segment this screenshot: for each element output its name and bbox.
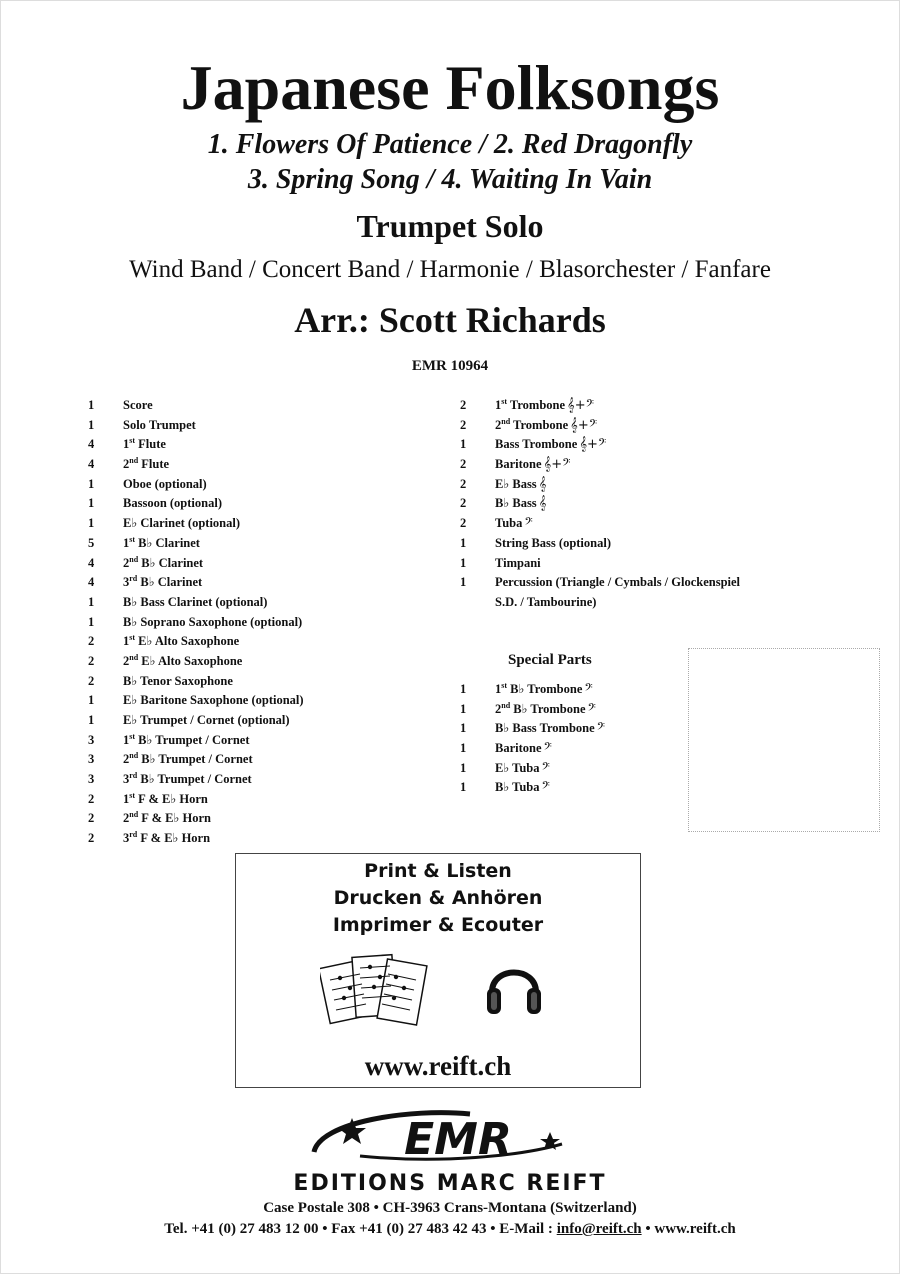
part-row bbox=[88, 750, 304, 770]
part-name: 2nd B♭ Clarinet bbox=[123, 554, 204, 570]
clef-icon: 𝄞+𝄢 bbox=[570, 417, 598, 433]
print-listen-box bbox=[235, 853, 641, 1088]
part-quantity bbox=[460, 593, 495, 613]
part-name: Baritone bbox=[495, 741, 542, 756]
part-name: Baritone bbox=[495, 457, 542, 472]
part-quantity: 5 bbox=[88, 535, 95, 550]
part-name: 3rd F & E♭ Horn bbox=[123, 829, 211, 846]
clef-icon: 𝄢 bbox=[524, 516, 533, 532]
headphones-icon bbox=[484, 952, 544, 1022]
part-name: 2nd B♭ Trumpet / Cornet bbox=[123, 751, 253, 767]
part-row bbox=[460, 514, 740, 534]
part-quantity: 1 bbox=[460, 780, 467, 795]
part-quantity: 2 bbox=[460, 457, 467, 472]
promo-line-3: Imprimer & Ecouter bbox=[332, 914, 544, 936]
part-quantity: 2 bbox=[460, 516, 467, 531]
promo-line-2: Drucken & Anhören bbox=[333, 887, 543, 909]
part-name: Timpani bbox=[495, 555, 541, 570]
part-name: E♭ Bass bbox=[495, 476, 537, 491]
part-row bbox=[88, 652, 304, 672]
part-row bbox=[88, 396, 304, 416]
part-row bbox=[88, 455, 304, 475]
part-row bbox=[460, 416, 740, 436]
part-row bbox=[88, 829, 304, 849]
part-quantity: 1 bbox=[88, 417, 95, 432]
part-quantity: 1 bbox=[460, 701, 467, 716]
part-quantity: 2 bbox=[88, 791, 95, 806]
part-row bbox=[88, 770, 304, 790]
part-quantity: 1 bbox=[460, 760, 467, 775]
part-row bbox=[460, 534, 740, 554]
emr-logo-text: EMR bbox=[404, 1114, 512, 1165]
publisher-contact bbox=[0, 1219, 900, 1239]
parts-list-right bbox=[460, 396, 740, 613]
part-name: B♭ Soprano Saxophone (optional) bbox=[123, 614, 303, 629]
dotted-placeholder-box bbox=[688, 648, 880, 832]
part-quantity: 2 bbox=[460, 476, 467, 491]
part-quantity: 1 bbox=[460, 575, 467, 590]
part-name: 3rd B♭ Clarinet bbox=[123, 574, 203, 590]
part-name: 1st B♭ Trombone bbox=[495, 680, 583, 696]
sheet-music-icon bbox=[320, 950, 428, 1032]
part-row bbox=[88, 790, 304, 810]
clef-icon: 𝄢 bbox=[584, 682, 593, 697]
part-quantity: 3 bbox=[88, 752, 95, 767]
promo-website[interactable]: www.reift.ch bbox=[364, 1051, 512, 1081]
part-name: 2nd B♭ Trombone bbox=[495, 700, 586, 716]
part-quantity: 3 bbox=[88, 772, 95, 787]
part-quantity: 1 bbox=[88, 476, 95, 491]
part-row bbox=[460, 719, 605, 739]
part-quantity: 1 bbox=[460, 437, 467, 452]
part-row bbox=[88, 554, 304, 574]
part-quantity: 4 bbox=[88, 457, 95, 472]
contact-website: • www.reift.ch bbox=[641, 1221, 736, 1237]
part-quantity: 2 bbox=[88, 634, 95, 649]
part-row bbox=[88, 632, 304, 652]
part-name: String Bass (optional) bbox=[495, 535, 611, 550]
part-name: Oboe (optional) bbox=[123, 476, 207, 491]
part-row bbox=[88, 435, 304, 455]
part-name: E♭ Tuba bbox=[495, 760, 540, 775]
part-row bbox=[88, 416, 304, 436]
part-row bbox=[88, 514, 304, 534]
part-quantity: 1 bbox=[460, 721, 467, 736]
part-quantity: 1 bbox=[460, 535, 467, 550]
part-quantity: 2 bbox=[88, 673, 95, 688]
part-name: Solo Trumpet bbox=[123, 417, 196, 432]
part-row bbox=[88, 593, 304, 613]
part-row bbox=[460, 680, 605, 700]
part-name: B♭ Tuba bbox=[495, 780, 540, 795]
subtitle-line-1: 1. Flowers Of Patience / 2. Red Dragonfly bbox=[207, 129, 693, 160]
special-parts-list bbox=[460, 680, 605, 798]
part-name: B♭ Bass Trombone bbox=[495, 721, 595, 736]
clef-icon: 𝄞+𝄢 bbox=[543, 457, 571, 473]
publisher-address: Case Postale 308 • CH-3963 Crans-Montana (Switzerland) bbox=[263, 1200, 637, 1216]
part-name: B♭ Bass Clarinet (optional) bbox=[123, 594, 268, 609]
part-name: S.D. / Tambourine) bbox=[495, 594, 597, 609]
part-row bbox=[88, 613, 304, 633]
part-name: 1st E♭ Alto Saxophone bbox=[123, 633, 240, 649]
part-name: B♭ Tenor Saxophone bbox=[123, 673, 233, 688]
email-link[interactable]: info@reift.ch bbox=[556, 1221, 642, 1237]
part-quantity: 1 bbox=[88, 516, 95, 531]
part-row bbox=[88, 809, 304, 829]
part-name: E♭ Trumpet / Cornet (optional) bbox=[123, 713, 290, 727]
special-parts-title: Special Parts bbox=[508, 652, 592, 668]
part-quantity: 4 bbox=[88, 575, 95, 590]
part-row bbox=[460, 739, 605, 759]
promo-line-1: Print & Listen bbox=[364, 860, 512, 882]
part-name: Percussion (Triangle / Cymbals / Glockenspiel bbox=[495, 575, 741, 590]
part-name: Tuba bbox=[495, 516, 523, 531]
part-row bbox=[88, 672, 304, 692]
part-row bbox=[88, 691, 304, 711]
part-quantity: 4 bbox=[88, 437, 95, 452]
contact-phone-fax: Tel. +41 (0) 27 483 12 00 • Fax +41 (0) 27 483 42 43 • E-Mail : bbox=[164, 1221, 557, 1237]
part-row bbox=[88, 711, 304, 731]
part-row bbox=[88, 494, 304, 514]
part-name: 2nd F & E♭ Horn bbox=[123, 810, 211, 826]
part-row bbox=[460, 778, 605, 798]
clef-icon: 𝄢 bbox=[543, 741, 552, 757]
part-row bbox=[88, 475, 304, 495]
ensemble-types: Wind Band / Concert Band / Harmonie / Blasorchester / Fanfare bbox=[129, 256, 771, 283]
parts-list-left bbox=[88, 396, 304, 849]
part-name: 1st B♭ Trumpet / Cornet bbox=[123, 731, 250, 747]
part-quantity: 2 bbox=[460, 398, 467, 412]
part-name: 3rd B♭ Trumpet / Cornet bbox=[123, 770, 252, 787]
arranger: Arr.: Scott Richards bbox=[294, 300, 606, 340]
part-name: Bass Trombone bbox=[495, 437, 578, 452]
clef-icon: 𝄢 bbox=[587, 701, 596, 717]
part-quantity: 2 bbox=[88, 831, 95, 846]
clef-icon: 𝄞 bbox=[538, 496, 547, 512]
clef-icon: 𝄢 bbox=[541, 760, 550, 776]
part-row bbox=[88, 731, 304, 751]
part-name: E♭ Baritone Saxophone (optional) bbox=[123, 693, 304, 708]
part-name: E♭ Clarinet (optional) bbox=[123, 516, 241, 531]
part-row bbox=[460, 700, 605, 720]
part-row bbox=[460, 494, 740, 514]
clef-icon: 𝄞 bbox=[538, 476, 547, 492]
part-quantity: 1 bbox=[88, 594, 95, 609]
part-quantity: 2 bbox=[88, 653, 95, 668]
part-row bbox=[460, 573, 740, 593]
publisher-name: EDITIONS MARC REIFT bbox=[293, 1171, 607, 1196]
part-name: B♭ Bass bbox=[495, 496, 537, 511]
part-row bbox=[460, 475, 740, 495]
catalog-number: EMR 10964 bbox=[411, 358, 489, 374]
part-row bbox=[88, 534, 304, 554]
part-quantity: 1 bbox=[88, 496, 95, 511]
page-title: Japanese Folksongs bbox=[180, 52, 720, 123]
part-name: 2nd Trombone bbox=[495, 416, 569, 432]
part-name: 2nd E♭ Alto Saxophone bbox=[123, 652, 243, 668]
part-quantity: 1 bbox=[88, 614, 95, 629]
part-name: 2nd Flute bbox=[123, 455, 170, 472]
part-row bbox=[460, 455, 740, 475]
subtitle-line-2: 3. Spring Song / 4. Waiting In Vain bbox=[247, 164, 653, 195]
part-row bbox=[460, 759, 605, 779]
part-name: 1st Flute bbox=[123, 436, 166, 452]
clef-icon: 𝄢 bbox=[596, 721, 606, 737]
part-quantity: 2 bbox=[88, 811, 95, 826]
part-quantity: 1 bbox=[88, 713, 95, 727]
part-name: Score bbox=[123, 398, 153, 412]
part-row bbox=[88, 573, 304, 593]
part-name: Bassoon (optional) bbox=[123, 496, 222, 511]
part-row bbox=[460, 593, 740, 613]
clef-icon: 𝄢 bbox=[541, 780, 550, 796]
part-quantity: 2 bbox=[460, 496, 467, 511]
solo-instrument: Trumpet Solo bbox=[356, 208, 544, 244]
clef-icon: 𝄞+𝄢 bbox=[579, 437, 607, 453]
part-row bbox=[460, 396, 740, 416]
part-quantity: 1 bbox=[88, 693, 95, 708]
emr-logo bbox=[300, 1104, 600, 1168]
clef-icon: 𝄞+𝄢 bbox=[567, 398, 594, 413]
part-row bbox=[460, 554, 740, 574]
part-quantity: 3 bbox=[88, 732, 95, 747]
part-row bbox=[460, 435, 740, 455]
part-name: 1st Trombone bbox=[495, 396, 566, 412]
part-quantity: 1 bbox=[88, 398, 95, 412]
part-quantity: 4 bbox=[88, 555, 95, 570]
part-quantity: 1 bbox=[460, 741, 467, 756]
part-quantity: 2 bbox=[460, 417, 467, 432]
part-name: 1st B♭ Clarinet bbox=[123, 534, 200, 550]
part-name: 1st F & E♭ Horn bbox=[123, 790, 208, 806]
part-quantity: 1 bbox=[460, 555, 467, 570]
part-quantity: 1 bbox=[460, 682, 467, 696]
